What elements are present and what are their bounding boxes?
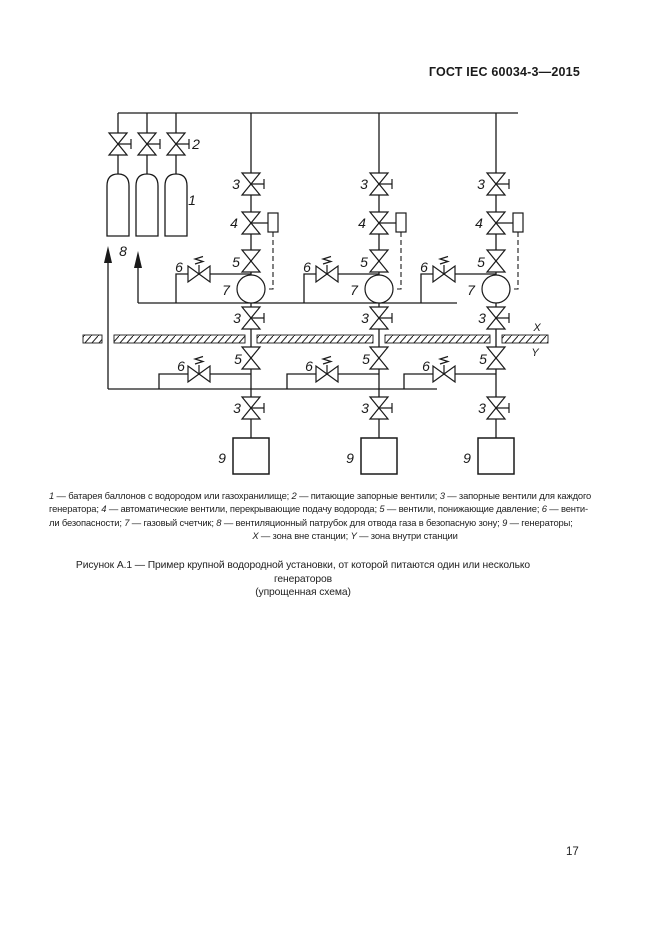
safety-valve-symbol xyxy=(433,357,455,383)
arrow-up-icon xyxy=(104,246,112,263)
label-safety: 6 xyxy=(303,259,311,275)
control-signal-line xyxy=(266,232,273,289)
shutoff-valve-symbol xyxy=(242,397,264,419)
label-zone-inside: Y xyxy=(531,347,539,359)
generator-symbol xyxy=(361,438,397,474)
label-zone-outside: X xyxy=(533,322,541,334)
wall-segment xyxy=(83,335,102,343)
gas-meter-symbol xyxy=(482,275,510,303)
reducing-valve-symbol xyxy=(370,347,388,369)
shutoff-valve-symbol xyxy=(370,173,392,195)
reducing-valve-symbol xyxy=(242,347,260,369)
cylinder-battery xyxy=(107,113,200,236)
shutoff-valve-symbol xyxy=(487,173,509,195)
label-shutoff: 3 xyxy=(361,400,369,416)
figure-caption xyxy=(53,559,553,600)
caption-line-1: Рисунок А.1 — Пример крупной водородной установки, от которой питаются один или несколько генераторов xyxy=(75,560,531,585)
label-safety: 6 xyxy=(420,259,428,275)
shutoff-valve-symbol xyxy=(242,173,264,195)
legend-line: X — зона вне станции; Y — зона внутри станции xyxy=(252,530,458,542)
feed-valve-symbol xyxy=(109,133,131,155)
safety-valve-symbol xyxy=(188,257,210,283)
safety-valve-symbol xyxy=(316,357,338,383)
label-generator: 9 xyxy=(463,450,471,466)
label-safety: 6 xyxy=(175,259,183,275)
caption-line-2: (упрощенная схема) xyxy=(255,587,351,598)
shutoff-valve-symbol xyxy=(370,307,392,329)
feed-valve-symbol xyxy=(138,133,160,155)
standard-designation: ГОСТ IEC 60034-3—2015 xyxy=(428,65,580,79)
feed-valve-symbol xyxy=(167,133,189,155)
wall-segment xyxy=(257,335,373,343)
generator-symbol xyxy=(478,438,514,474)
gas-cylinder xyxy=(136,174,158,236)
legend-line: генератора; 4 — автоматические вентили, перекрывающие подачу водорода; 5 — вентили, понижающие давление; 6 — венти- xyxy=(49,503,588,515)
label-generator: 9 xyxy=(346,450,354,466)
arrow-up-icon xyxy=(134,251,142,268)
legend-line: ли безопасности; 7 — газовый счетчик; 8 — вентиляционный патрубок для отвода газа в безопасную зону; 9 — генераторы; xyxy=(49,516,573,528)
control-signal-line xyxy=(511,232,518,289)
label-meter: 7 xyxy=(467,282,475,298)
control-signal-line xyxy=(394,232,401,289)
label-shutoff: 3 xyxy=(478,310,486,326)
valve-actuator xyxy=(268,213,278,232)
safety-valve-symbol xyxy=(316,257,338,283)
label-shutoff: 3 xyxy=(233,400,241,416)
label-shutoff: 3 xyxy=(232,176,240,192)
label-feed-valve: 2 xyxy=(192,136,200,152)
label-reducing: 5 xyxy=(234,351,242,367)
shutoff-valve-symbol xyxy=(487,307,509,329)
label-shutoff: 3 xyxy=(233,310,241,326)
vent-outlets xyxy=(104,243,142,389)
label-auto-valve: 4 xyxy=(358,215,366,231)
gas-cylinder xyxy=(165,174,187,236)
generator-line-2 xyxy=(287,113,406,474)
label-safety: 6 xyxy=(177,358,185,374)
shutoff-valve-symbol xyxy=(242,307,264,329)
generator-line-3 xyxy=(404,113,523,474)
label-battery: 1 xyxy=(188,192,196,208)
reducing-valve-symbol xyxy=(487,347,505,369)
valve-actuator xyxy=(513,213,523,232)
valve-actuator xyxy=(396,213,406,232)
label-safety: 6 xyxy=(422,358,430,374)
label-reducing: 5 xyxy=(360,254,368,270)
gas-meter-symbol xyxy=(365,275,393,303)
shutoff-valve-symbol xyxy=(487,397,509,419)
wall-segment xyxy=(385,335,490,343)
label-meter: 7 xyxy=(350,282,358,298)
generator-line-1 xyxy=(159,113,278,474)
wall-segment xyxy=(114,335,245,343)
wall-segment xyxy=(502,335,548,343)
label-reducing: 5 xyxy=(479,351,487,367)
label-shutoff: 3 xyxy=(478,400,486,416)
label-reducing: 5 xyxy=(477,254,485,270)
label-meter: 7 xyxy=(222,282,230,298)
legend-line: 1 — батарея баллонов с водородом или газохранилище; 2 — питающие запорные вентили; 3 — запорные вентили для каждого xyxy=(49,490,592,501)
label-shutoff: 3 xyxy=(360,176,368,192)
reducing-valve-symbol xyxy=(487,250,505,272)
generator-supply-columns xyxy=(159,113,523,474)
label-auto-valve: 4 xyxy=(230,215,238,231)
gas-cylinder xyxy=(107,174,129,236)
shutoff-valve-symbol xyxy=(370,397,392,419)
label-reducing: 5 xyxy=(362,351,370,367)
gas-meter-symbol xyxy=(237,275,265,303)
safety-valve-symbol xyxy=(433,257,455,283)
label-shutoff: 3 xyxy=(477,176,485,192)
label-auto-valve: 4 xyxy=(475,215,483,231)
generator-symbol xyxy=(233,438,269,474)
label-safety: 6 xyxy=(305,358,313,374)
figure-legend xyxy=(49,489,592,543)
label-reducing: 5 xyxy=(232,254,240,270)
label-shutoff: 3 xyxy=(361,310,369,326)
reducing-valve-symbol xyxy=(242,250,260,272)
reducing-valve-symbol xyxy=(370,250,388,272)
label-vent: 8 xyxy=(119,243,127,259)
page-number: 17 xyxy=(566,846,579,858)
label-generator: 9 xyxy=(218,450,226,466)
safety-valve-symbol xyxy=(188,357,210,383)
